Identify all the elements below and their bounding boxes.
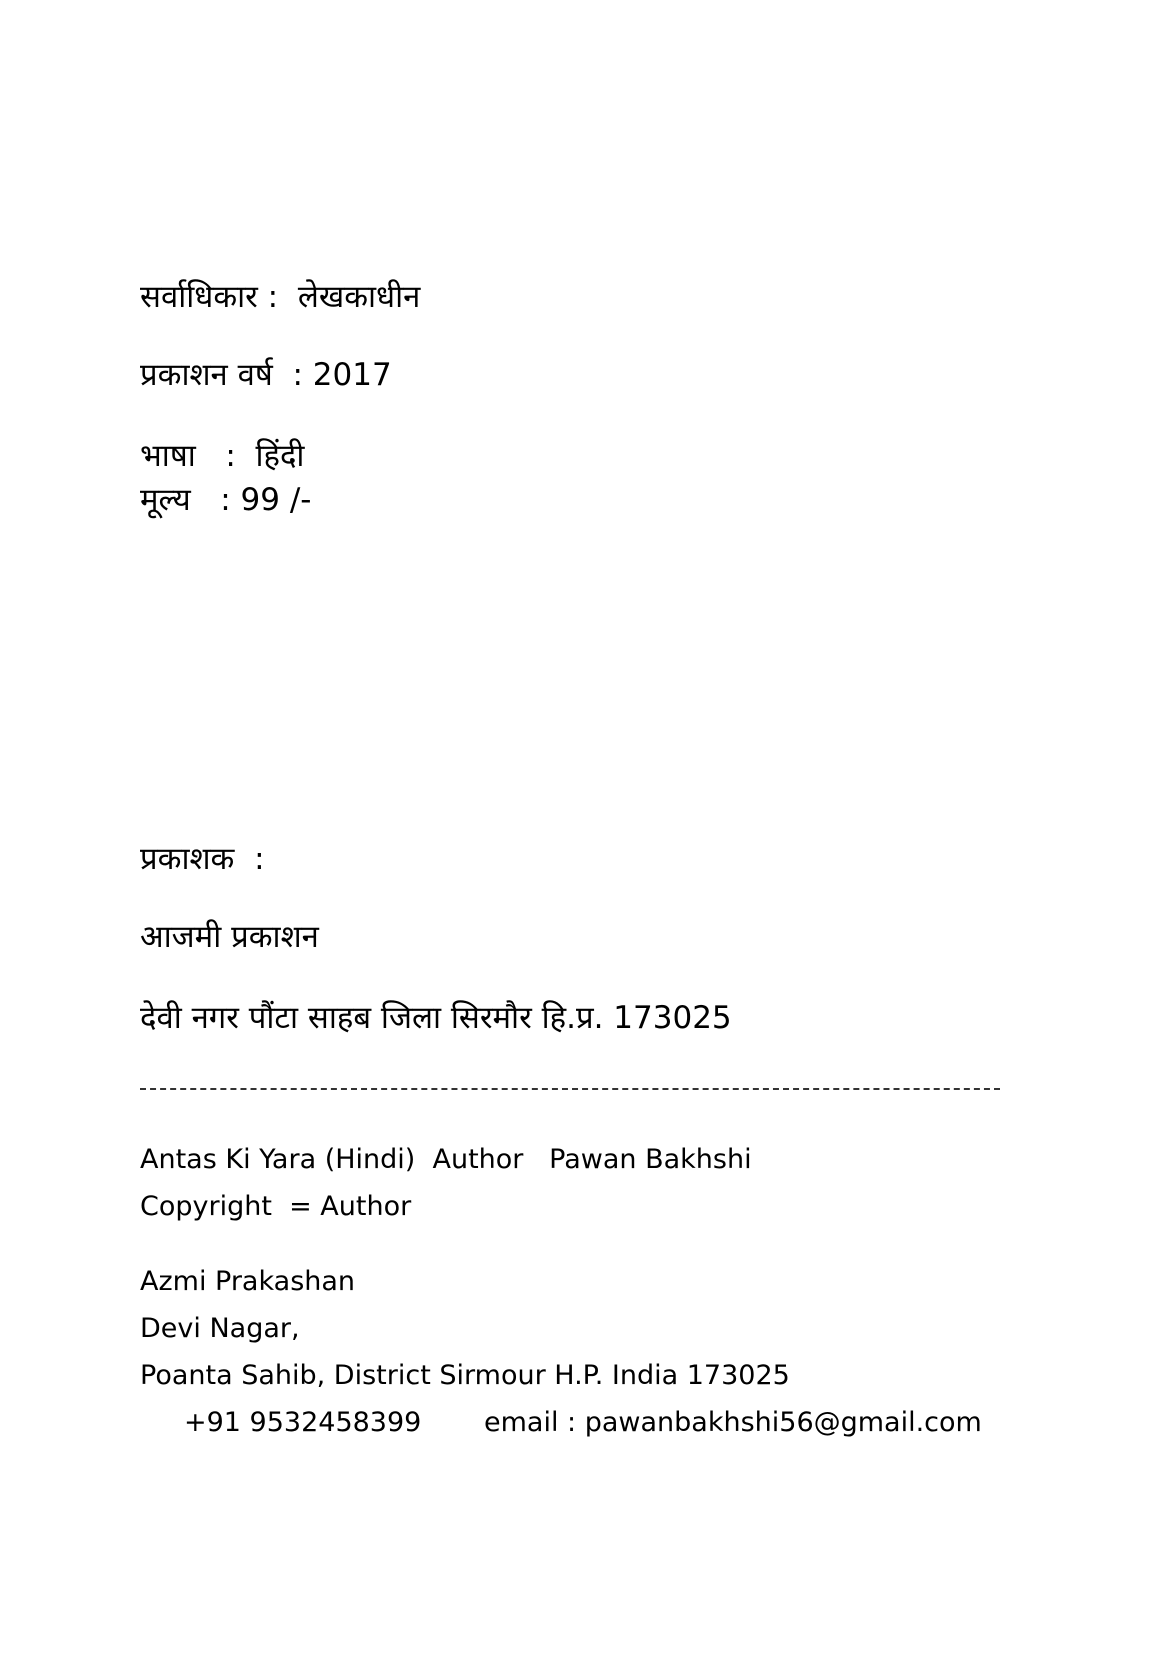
price-line: मूल्य : 99 /- — [140, 482, 312, 518]
publisher-name-hindi: आजमी प्रकाशन — [140, 919, 319, 955]
publisher-label: प्रकाशक : — [140, 841, 265, 877]
rights-line: सर्वाधिकार : लेखकाधीन — [140, 279, 421, 315]
publisher-name: Azmi Prakashan — [140, 1266, 356, 1297]
dashed-divider — [140, 1088, 1000, 1090]
publisher-address-hindi: देवी नगर पौंटा साहब जिला सिरमौर हि.प्र. 173025 — [140, 1000, 732, 1036]
title-author-line: Antas Ki Yara (Hindi) Author Pawan Bakhshi — [140, 1144, 752, 1175]
address-line-1: Devi Nagar, — [140, 1313, 300, 1344]
publication-year-line: प्रकाशन वर्ष : 2017 — [140, 357, 392, 393]
copyright-line: Copyright = Author — [140, 1191, 412, 1222]
language-line: भाषा : हिंदी — [140, 438, 305, 474]
phone-number: +91 9532458399 — [184, 1407, 422, 1438]
email-address: email : pawanbakhshi56@gmail.com — [484, 1407, 982, 1438]
address-line-2: Poanta Sahib, District Sirmour H.P. India 173025 — [140, 1360, 790, 1391]
